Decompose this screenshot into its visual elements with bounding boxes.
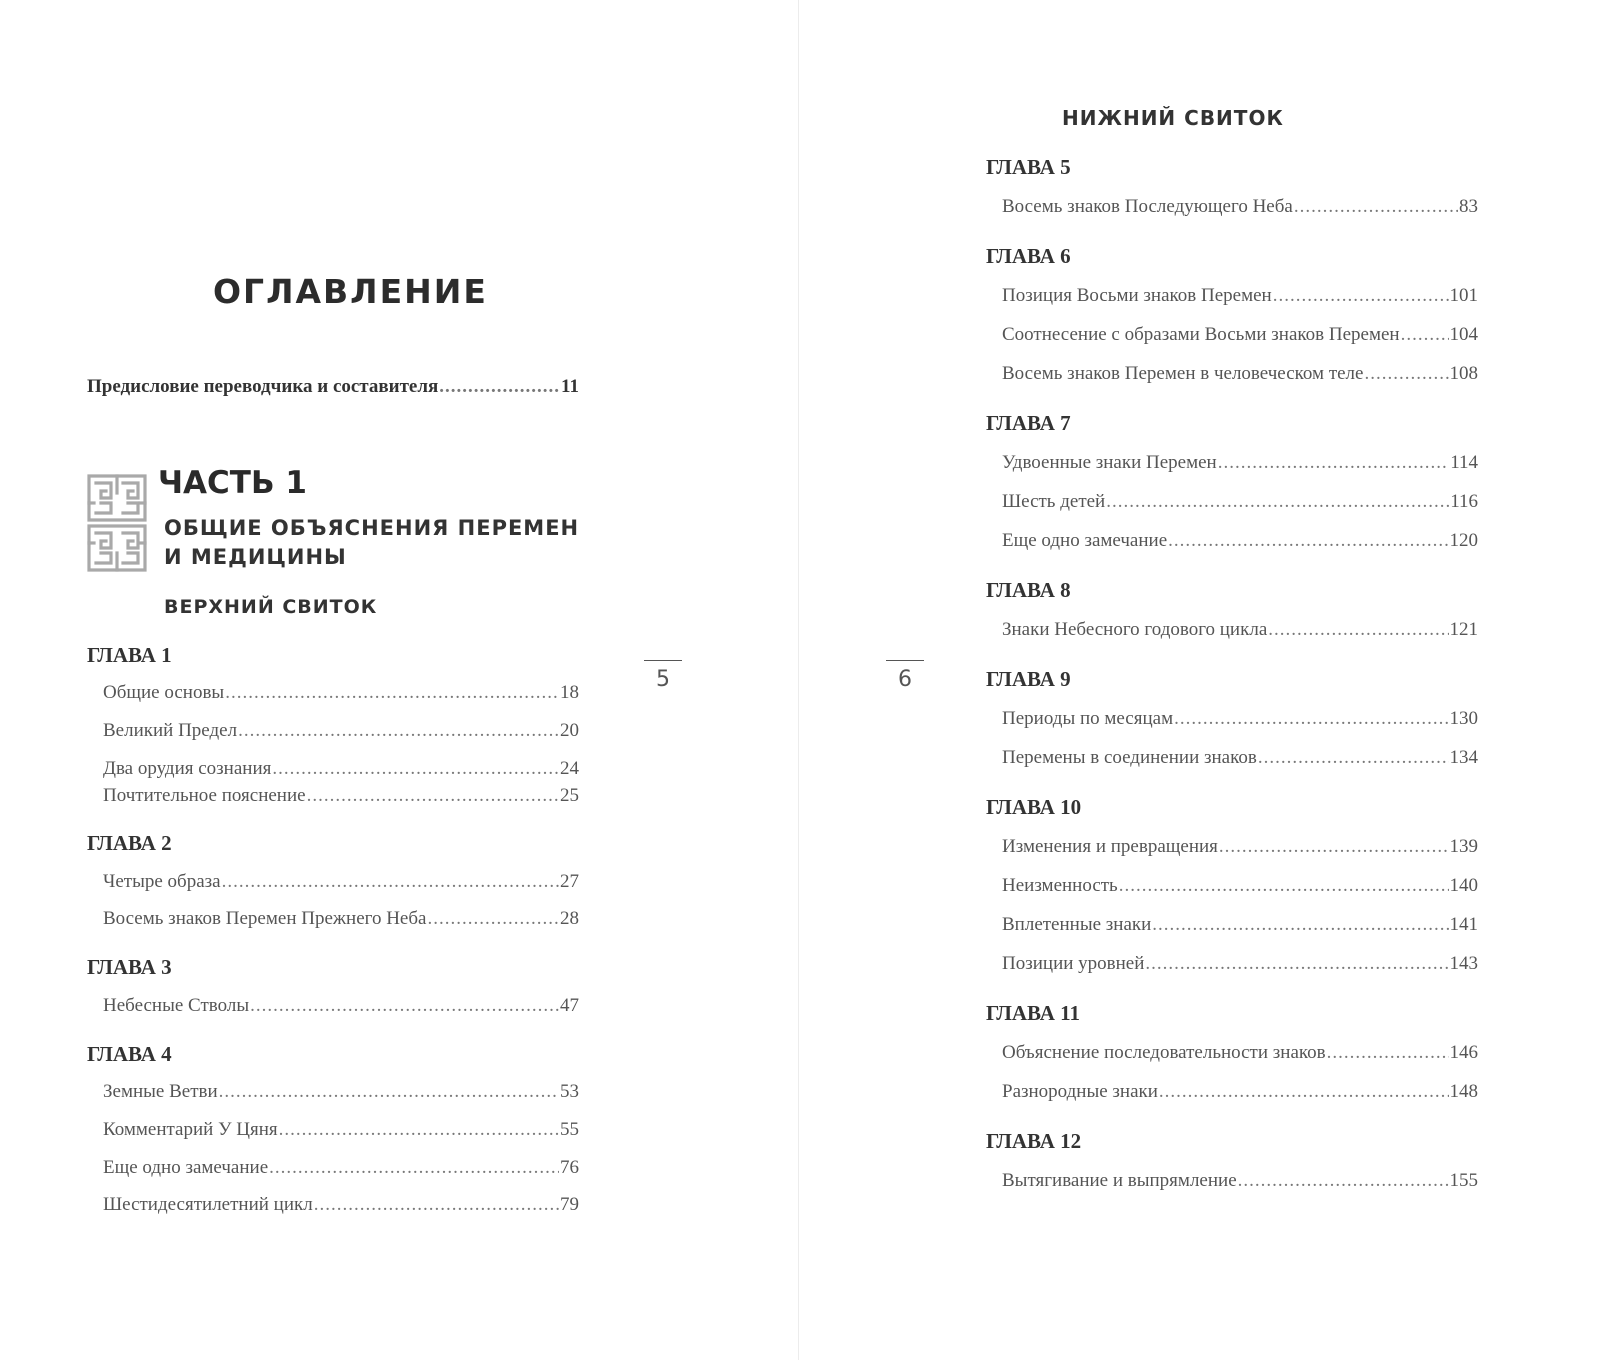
dot-leader — [1159, 1081, 1449, 1103]
toc-entry[interactable] — [103, 758, 579, 780]
toc-entry-page: 27 — [560, 871, 579, 892]
toc-entry-label: Соотнесение с образами Восьми знаков Перемен — [1002, 324, 1400, 345]
toc-entry-label: Четыре образа — [103, 871, 221, 892]
toc-entry-label: Перемены в соединении знаков — [1002, 747, 1257, 768]
toc-entry[interactable] — [103, 1119, 579, 1141]
dot-leader — [222, 871, 559, 893]
toc-entry-label: Земные Ветви — [103, 1081, 218, 1102]
toc-entry-page: 143 — [1449, 953, 1478, 974]
chapter-heading: ГЛАВА 1 — [87, 643, 172, 667]
toc-entry-label: Еще одно замечание — [103, 1157, 269, 1178]
toc-entry-page: 140 — [1449, 875, 1478, 896]
toc-entry[interactable] — [1002, 875, 1478, 897]
dot-leader — [1401, 324, 1449, 346]
toc-entry-page: 83 — [1459, 196, 1478, 217]
toc-entry-label: Восемь знаков Перемен Прежнего Неба — [103, 908, 427, 929]
toc-entry[interactable] — [1002, 1081, 1478, 1103]
toc-entry-label: Периоды по месяцам — [1002, 708, 1174, 729]
toc-entry-label: Почтительное пояснение — [103, 785, 306, 806]
toc-entry[interactable] — [1002, 491, 1478, 513]
toc-entry-label: Шесть детей — [1002, 491, 1106, 512]
dot-leader — [1218, 452, 1449, 474]
toc-entry-label: Позиции уровней — [1002, 953, 1145, 974]
page-number-value: 6 — [898, 667, 912, 692]
dot-leader — [1219, 836, 1449, 858]
dot-leader — [1174, 708, 1448, 730]
dot-leader — [1364, 363, 1448, 385]
toc-entry[interactable] — [1002, 196, 1478, 218]
dot-leader — [1268, 619, 1448, 641]
meander-knot-ornament-icon — [86, 473, 148, 573]
toc-entry[interactable] — [1002, 619, 1478, 641]
chapter-heading: ГЛАВА 9 — [986, 667, 1071, 691]
page-number — [885, 660, 925, 692]
toc-entry-page: 25 — [560, 785, 579, 806]
scroll-heading: ВЕРХНИЙ СВИТОК — [164, 596, 378, 618]
toc-entry-label: Знаки Небесного годового цикла — [1002, 619, 1268, 640]
toc-entry[interactable] — [1002, 530, 1478, 552]
part-subtitle-line2: И МЕДИЦИНЫ — [164, 545, 347, 569]
chapter-heading: ГЛАВА 5 — [986, 155, 1071, 179]
part-subtitle-line1: ОБЩИЕ ОБЪЯСНЕНИЯ ПЕРЕМЕН — [164, 516, 580, 540]
dot-leader — [1106, 491, 1449, 513]
toc-entry-page: 55 — [560, 1119, 579, 1140]
toc-entry-page: 139 — [1449, 836, 1478, 857]
dot-leader — [1145, 953, 1448, 975]
chapter-heading: ГЛАВА 11 — [986, 1001, 1080, 1025]
toc-entry[interactable] — [1002, 1042, 1478, 1064]
dot-leader — [307, 785, 559, 807]
toc-entry[interactable] — [103, 871, 579, 893]
toc-entry-preface[interactable] — [87, 376, 579, 398]
toc-entry-page: 134 — [1449, 747, 1478, 768]
toc-entry[interactable] — [103, 1157, 579, 1179]
toc-entry-label: Изменения и превращения — [1002, 836, 1218, 857]
toc-entry[interactable] — [103, 785, 579, 807]
toc-entry-page: 148 — [1449, 1081, 1478, 1102]
toc-entry-page: 47 — [560, 995, 579, 1016]
toc-entry-label: Небесные Стволы — [103, 995, 250, 1016]
toc-entry[interactable] — [1002, 324, 1478, 346]
dot-leader — [1327, 1042, 1449, 1064]
dot-leader — [439, 376, 560, 398]
toc-entry-page: 146 — [1449, 1042, 1478, 1063]
toc-entry-label: Великий Предел — [103, 720, 238, 741]
toc-entry-label: Неизменность — [1002, 875, 1118, 896]
toc-entry-label: Восемь знаков Последующего Неба — [1002, 196, 1293, 217]
toc-entry[interactable] — [103, 995, 579, 1017]
dot-leader — [238, 720, 559, 742]
toc-entry-page: 76 — [560, 1157, 579, 1178]
toc-entry-page: 53 — [560, 1081, 579, 1102]
dot-leader — [219, 1081, 559, 1103]
dot-leader — [1258, 747, 1449, 769]
page-number-rule — [644, 660, 682, 661]
dot-leader — [1168, 530, 1448, 552]
toc-entry-label: Предисловие переводчика и составителя — [87, 376, 439, 397]
toc-entry[interactable] — [1002, 363, 1478, 385]
dot-leader — [279, 1119, 559, 1141]
toc-entry[interactable] — [1002, 953, 1478, 975]
toc-entry-page: 141 — [1449, 914, 1478, 935]
toc-entry[interactable] — [1002, 708, 1478, 730]
chapter-heading: ГЛАВА 7 — [986, 411, 1071, 435]
dot-leader — [250, 995, 559, 1017]
toc-entry-label: Разнородные знаки — [1002, 1081, 1158, 1102]
chapter-heading: ГЛАВА 12 — [986, 1129, 1082, 1153]
toc-entry-page: 108 — [1449, 363, 1478, 384]
dot-leader — [1119, 875, 1449, 897]
chapter-heading: ГЛАВА 6 — [986, 244, 1071, 268]
toc-entry-label: Шестидесятилетний цикл — [103, 1194, 313, 1215]
toc-entry-label: Общие основы — [103, 682, 225, 703]
toc-entry-page: 101 — [1449, 285, 1478, 306]
toc-entry-page: 121 — [1449, 619, 1478, 640]
chapter-heading: ГЛАВА 3 — [87, 955, 172, 979]
toc-entry-page: 114 — [1450, 452, 1478, 473]
toc-entry[interactable] — [1002, 914, 1478, 936]
part-title: ЧАСТЬ 1 — [158, 465, 307, 501]
toc-entry[interactable] — [1002, 836, 1478, 858]
dot-leader — [1294, 196, 1458, 218]
chapter-heading: ГЛАВА 8 — [986, 578, 1071, 602]
toc-entry[interactable] — [103, 908, 579, 930]
dot-leader — [1152, 914, 1448, 936]
page-title: ОГЛАВЛЕНИЕ — [213, 272, 488, 311]
toc-entry-label: Объяснение последовательности знаков — [1002, 1042, 1326, 1063]
toc-entry[interactable] — [1002, 1170, 1478, 1192]
toc-entry-label: Восемь знаков Перемен в человеческом теле — [1002, 363, 1364, 384]
page-number-value: 5 — [656, 667, 670, 692]
toc-entry[interactable] — [103, 1194, 579, 1216]
toc-entry-page: 79 — [560, 1194, 579, 1215]
toc-entry-label: Еще одно замечание — [1002, 530, 1168, 551]
chapter-heading: ГЛАВА 4 — [87, 1042, 172, 1066]
toc-entry-label: Вплетенные знаки — [1002, 914, 1152, 935]
toc-entry-label: Вытягивание и выпрямление — [1002, 1170, 1237, 1191]
toc-entry[interactable] — [103, 1081, 579, 1103]
dot-leader — [269, 1157, 559, 1179]
toc-entry-label: Позиция Восьми знаков Перемен — [1002, 285, 1272, 306]
toc-entry-label: Два орудия сознания — [103, 758, 272, 779]
toc-entry-page: 120 — [1449, 530, 1478, 551]
toc-entry-page: 130 — [1449, 708, 1478, 729]
toc-entry-page: 11 — [561, 376, 579, 397]
toc-entry[interactable] — [1002, 747, 1478, 769]
toc-entry[interactable] — [103, 682, 579, 704]
toc-entry-page: 116 — [1450, 491, 1478, 512]
toc-entry[interactable] — [1002, 285, 1478, 307]
book-gutter — [798, 0, 799, 1360]
toc-entry-page: 28 — [560, 908, 579, 929]
dot-leader — [225, 682, 559, 704]
dot-leader — [314, 1194, 559, 1216]
toc-entry-page: 104 — [1449, 324, 1478, 345]
toc-entry-label: Комментарий У Цяня — [103, 1119, 278, 1140]
toc-entry[interactable] — [1002, 452, 1478, 474]
scroll-heading: НИЖНИЙ СВИТОК — [1062, 106, 1284, 130]
page-number — [643, 660, 683, 692]
dot-leader — [1273, 285, 1449, 307]
toc-entry-label: Удвоенные знаки Перемен — [1002, 452, 1217, 473]
toc-entry-page: 18 — [560, 682, 579, 703]
chapter-heading: ГЛАВА 2 — [87, 831, 172, 855]
page-number-rule — [886, 660, 924, 661]
dot-leader — [1238, 1170, 1449, 1192]
toc-entry-page: 155 — [1449, 1170, 1478, 1191]
toc-entry-page: 24 — [560, 758, 579, 779]
dot-leader — [272, 758, 559, 780]
toc-entry[interactable] — [103, 720, 579, 742]
dot-leader — [427, 908, 559, 930]
toc-entry-page: 20 — [560, 720, 579, 741]
chapter-heading: ГЛАВА 10 — [986, 795, 1082, 819]
